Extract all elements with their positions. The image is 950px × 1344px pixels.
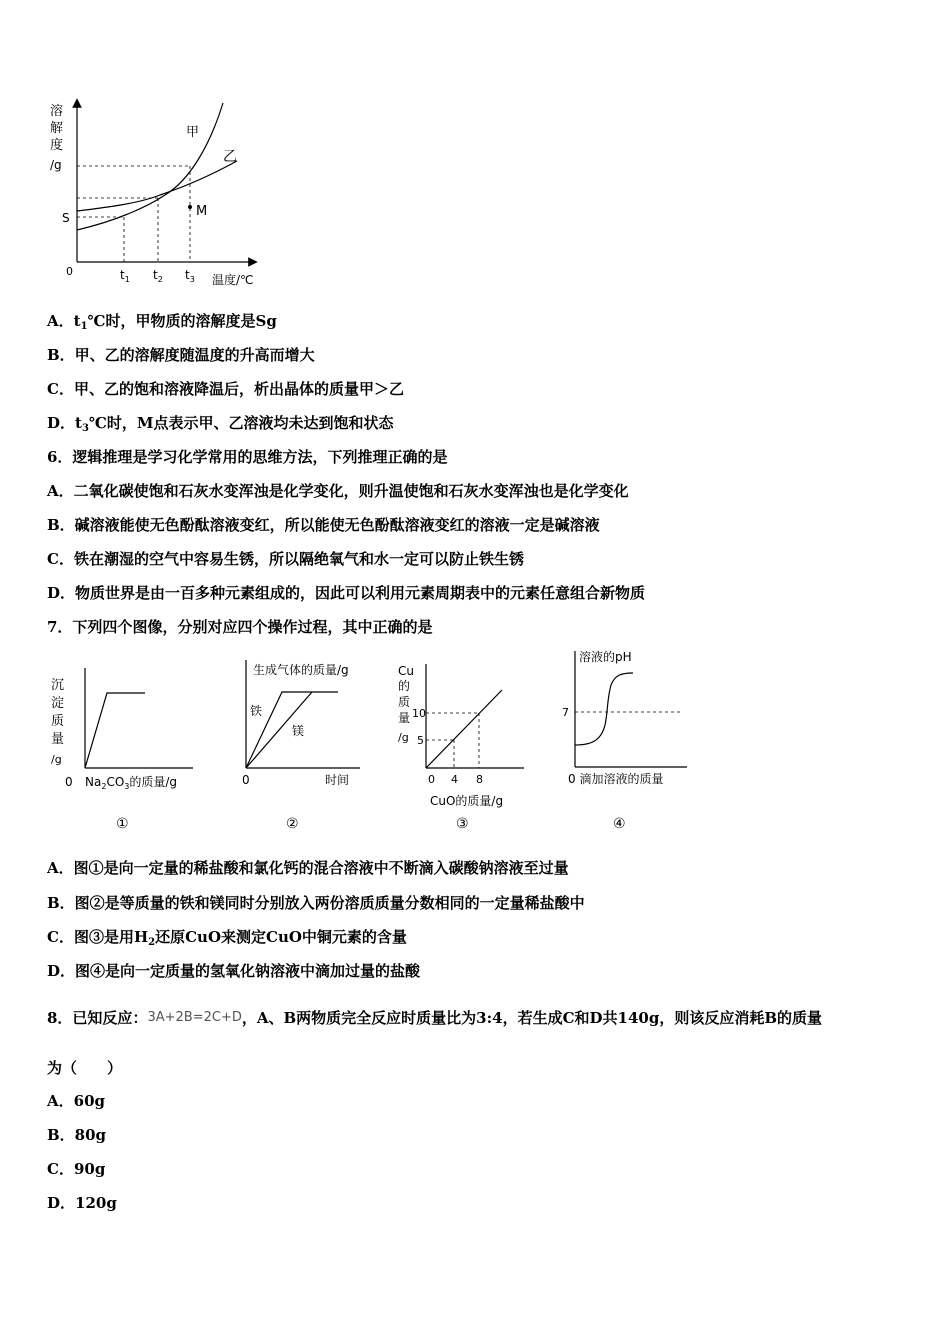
q7-graph-3 bbox=[390, 650, 550, 835]
y-label-char: /g bbox=[398, 731, 409, 744]
caption: ① bbox=[116, 816, 129, 832]
q7-graph-1 bbox=[45, 650, 205, 835]
y-tick-5: 5 bbox=[417, 734, 424, 747]
q6-option-b: B．碱溶液能使无色酚酞溶液变红，所以能使无色酚酞溶液变红的溶液一定是碱溶液 bbox=[47, 516, 600, 534]
x-tick-t2: $t_2$ bbox=[153, 268, 163, 284]
caption: ④ bbox=[613, 816, 626, 832]
q5-option-a: A．$t_1℃$时，甲物质的溶解度是Sg bbox=[47, 312, 277, 332]
q8-equation: 3A+2B=2C+D bbox=[147, 1010, 242, 1025]
y-label-char: 质 bbox=[398, 695, 411, 709]
y-label-char: 的 bbox=[398, 679, 411, 693]
origin-label: 0 bbox=[428, 773, 435, 786]
y-label-char: 度 bbox=[50, 138, 64, 153]
y-label-char: 质 bbox=[51, 714, 65, 729]
x-tick-8: 8 bbox=[476, 773, 483, 786]
q7-option-a: A．图①是向一定量的稀盐酸和氯化钙的混合溶液中不断滴入碳酸钠溶液至过量 bbox=[47, 859, 569, 877]
x-axis-label: CuO的质量/g bbox=[430, 794, 504, 808]
origin-label: 0 bbox=[242, 773, 250, 787]
q8-option-b: B．80g bbox=[47, 1126, 107, 1144]
x-tick-t1: $t_1$ bbox=[120, 268, 130, 284]
curve-yi bbox=[77, 161, 237, 211]
line-cu bbox=[426, 690, 502, 768]
q6-option-a: A．二氧化碳使饱和石灰水变浑浊是化学变化，则升温使饱和石灰水变浑浊也是化学变化 bbox=[47, 482, 629, 500]
origin-label: 0 bbox=[66, 265, 73, 278]
x-axis-label: 温度/℃ bbox=[212, 273, 254, 287]
q7-stem: 7．下列四个图像，分别对应四个操作过程，其中正确的是 bbox=[47, 618, 433, 636]
point-m bbox=[188, 205, 192, 209]
s-label: S bbox=[62, 211, 70, 225]
q7-option-c: C．图③是用$H_2$还原CuO来测定CuO中铜元素的含量 bbox=[47, 928, 407, 948]
q7-graph-4 bbox=[555, 645, 715, 835]
q8-option-c: C．90g bbox=[47, 1160, 106, 1178]
x-tick-4: 4 bbox=[451, 773, 458, 786]
x-axis-label: $Na_2CO_3$的质量/g bbox=[85, 775, 178, 791]
q8-option-a: A．60g bbox=[47, 1092, 106, 1110]
y-label-char: 沉 bbox=[51, 678, 65, 693]
line-precipitate bbox=[85, 693, 145, 768]
y-tick-10: 10 bbox=[412, 707, 426, 720]
q7-option-b: B．图②是等质量的铁和镁同时分别放入两份溶质质量分数相同的一定量稀盐酸中 bbox=[47, 894, 585, 912]
x-tick-t3: $t_3$ bbox=[185, 268, 195, 284]
y-label-char: /g bbox=[50, 158, 62, 172]
curve-jia-label: 甲 bbox=[186, 125, 200, 140]
q6-stem: 6．逻辑推理是学习化学常用的思维方法，下列推理正确的是 bbox=[47, 448, 448, 466]
x-axis-label: 时间 bbox=[325, 773, 350, 787]
q6-option-c: C．铁在潮湿的空气中容易生锈，所以隔绝氧气和水一定可以防止铁生锈 bbox=[47, 550, 524, 568]
y-axis-label: 生成气体的质量/g bbox=[253, 663, 349, 677]
q8-stem-cont: 为（ ） bbox=[47, 1059, 123, 1077]
q6-option-d: D．物质世界是由一百多种元素组成的，因此可以利用元素周期表中的元素任意组合新物质 bbox=[47, 584, 646, 602]
q8-stem: 8．已知反应：3A+2B=2C+D，A、B两物质完全反应时质量比为3:4，若生成C和D共140g，则该反应消耗B的质量 bbox=[47, 1009, 822, 1027]
q7-graph-2 bbox=[220, 650, 380, 835]
caption: ③ bbox=[456, 816, 469, 832]
line-ph bbox=[575, 673, 633, 745]
origin-label: 0 bbox=[65, 775, 73, 789]
y-label-char: 解 bbox=[50, 121, 64, 136]
q7-option-d: D．图④是向一定质量的氢氧化钠溶液中滴加过量的盐酸 bbox=[47, 962, 421, 980]
point-m-label: M bbox=[196, 204, 208, 219]
y-label-char: 量 bbox=[398, 711, 411, 725]
solubility-figure bbox=[40, 95, 270, 295]
q8-option-d: D．120g bbox=[47, 1194, 117, 1212]
x-axis-label: 0 滴加溶液的质量 bbox=[568, 772, 664, 786]
y-label-char: 量 bbox=[51, 732, 65, 747]
line-mg-label: 镁 bbox=[292, 724, 305, 738]
curve-yi-label: 乙 bbox=[223, 149, 237, 165]
q5-option-b: B．甲、乙的溶解度随温度的升高而增大 bbox=[47, 346, 315, 364]
y-label-char: 溶 bbox=[50, 104, 64, 119]
y-label-char: /g bbox=[51, 753, 62, 766]
line-fe-label: 铁 bbox=[250, 704, 263, 718]
q5-option-d: D．$t_3℃$时，M点表示甲、乙溶液均未达到饱和状态 bbox=[47, 414, 394, 434]
q5-option-c: C．甲、乙的饱和溶液降温后，析出晶体的质量甲＞乙 bbox=[47, 380, 404, 398]
y-label-char: Cu bbox=[398, 664, 414, 678]
y-tick-7: 7 bbox=[562, 706, 569, 719]
y-axis-label: 溶液的pH bbox=[579, 650, 632, 664]
caption: ② bbox=[286, 816, 299, 832]
y-label-char: 淀 bbox=[51, 696, 65, 711]
